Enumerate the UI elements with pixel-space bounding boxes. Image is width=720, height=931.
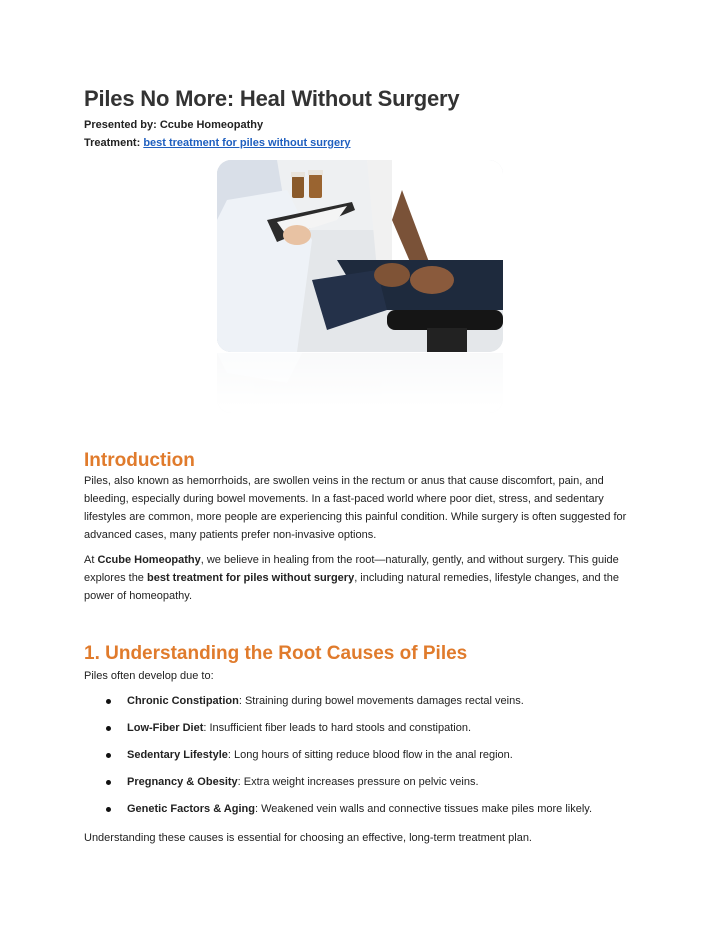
hero-image [217,160,503,352]
list-item: Genetic Factors & Aging: Weakened vein walls and connective tissues make piles more likely. [84,802,644,816]
causes-list [84,694,644,829]
section-1-conclusion: Understanding these causes is essential for choosing an effective, long-term treatment plan. [84,832,532,844]
presented-by-value: Ccube Homeopathy [159,119,264,131]
introduction-paragraph-1: Piles, also known as hemorrhoids, are swollen veins in the rectum or anus that cause discomfort, pain, and bleeding, especially during bowel movements. In a fast-paced world where poor diet, stress, and sedentary lifestyles are common, more people are experiencing this painful condition. While surgery is often suggested for advanced cases, many patients prefer non-invasive options. [84,475,627,541]
section-1-intro: Piles often develop due to: [84,670,214,682]
presented-by-label: Presented by: [84,119,157,131]
brand-name: Ccube Homeopathy [97,554,201,566]
presented-by-line [84,119,263,131]
treatment-label: Treatment: [84,137,141,149]
treatment-link[interactable]: best treatment for piles without surgery [143,137,351,149]
doctor-consultation-illustration [217,160,503,352]
list-item: Low-Fiber Diet: Insufficient fiber leads to hard stools and constipation. [84,721,644,735]
section-1-heading: 1. Understanding the Root Causes of Piles [84,643,468,664]
keyword-highlight: best treatment for piles without surgery [146,572,355,584]
list-item: Pregnancy & Obesity: Extra weight increases pressure on pelvic veins. [84,775,644,789]
introduction-paragraph-2: At Ccube Homeopathy, we believe in healing from the root—naturally, gently, and without surgery. This guide explores the best treatment for piles without surgery, including natural remedies, lifestyle changes, and the power of homeopathy. [84,554,619,602]
introduction-heading: Introduction [84,450,195,471]
list-item: Chronic Constipation: Straining during bowel movements damages rectal veins. [84,694,644,708]
page-title: Piles No More: Heal Without Surgery [84,86,460,111]
hero-image-reflection [217,353,503,413]
treatment-line [84,137,351,149]
list-item: Sedentary Lifestyle: Long hours of sitting reduce blood flow in the anal region. [84,748,644,762]
